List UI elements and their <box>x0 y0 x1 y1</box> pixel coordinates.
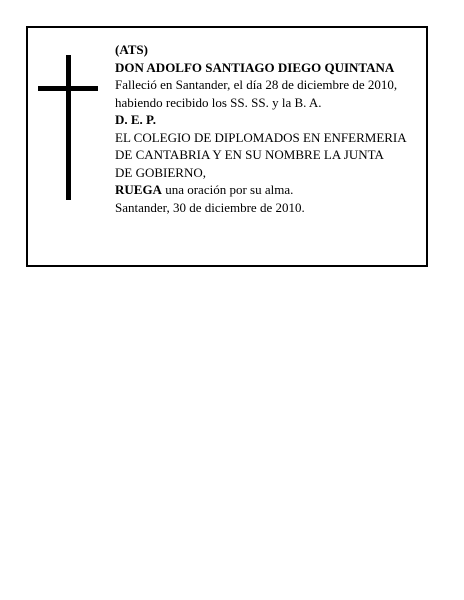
latin-cross-icon <box>38 55 98 200</box>
place-date: Santander, 30 de diciembre de 2010. <box>115 199 305 215</box>
cross-horizontal-bar <box>38 86 98 91</box>
request-word: RUEGA <box>115 182 162 197</box>
death-info-line-2: habiendo recibido los SS. SS. y la B. A. <box>115 94 322 110</box>
body-line-3: DE GOBIERNO, <box>115 164 206 180</box>
request-rest: una oración por su alma. <box>161 182 294 197</box>
rip-label: D. E. P. <box>115 112 157 127</box>
profession-label: (ATS) <box>115 42 148 57</box>
obituary-notice <box>26 26 428 267</box>
cross-vertical-bar <box>66 55 71 200</box>
body-line-2: DE CANTABRIA Y EN SU NOMBRE LA JUNTA <box>115 147 384 162</box>
death-info-line-1: Falleció en Santander, el día 28 de diciembre de 2010, <box>115 77 398 92</box>
body-line-1: EL COLEGIO DE DIPLOMADOS EN ENFERMERIA <box>115 129 407 145</box>
notice-text <box>115 41 430 216</box>
request-line <box>115 181 430 199</box>
deceased-name: DON ADOLFO SANTIAGO DIEGO QUINTANA <box>115 59 395 75</box>
